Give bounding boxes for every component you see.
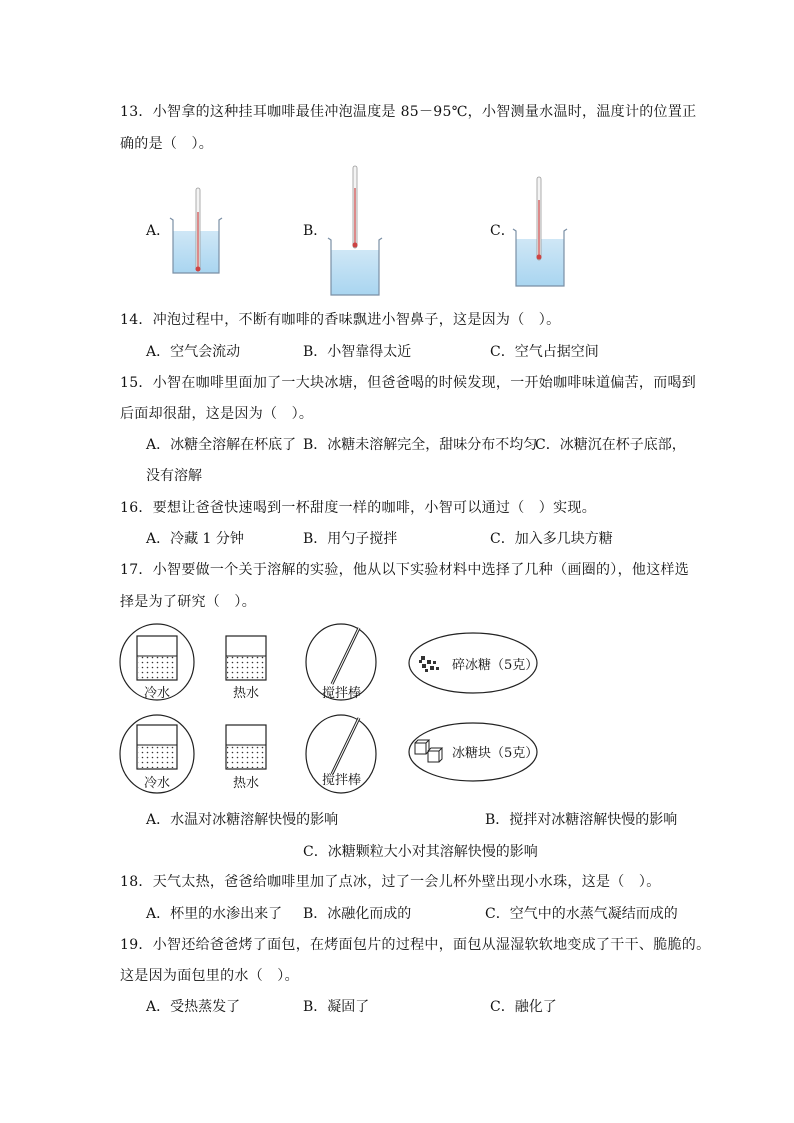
- q18-option-b[interactable]: B．冰融化而成的: [303, 906, 412, 922]
- q17-option-b[interactable]: B．搅拌对冰糖溶解快慢的影响: [485, 812, 678, 828]
- q14-stem: 14．冲泡过程中，不断有咖啡的香味飘进小智鼻子，这是因为（ ）。: [120, 312, 561, 328]
- q15-stem-line2: 后面却很甜，这是因为（ ）。: [120, 406, 314, 422]
- cold-water-circled-1: [120, 624, 194, 701]
- q17-option-c[interactable]: C．冰糖颗粒大小对其溶解快慢的影响: [303, 844, 538, 860]
- hot-water-label-1: 热水: [233, 686, 260, 701]
- cold-water-circled-2: [120, 715, 194, 793]
- q15-option-c-continued: 没有溶解: [146, 468, 202, 484]
- q15-stem-line1: 15．小智在咖啡里面加了一大块冰塘，但爸爸喝的时候发现，一开始咖啡味道偏苦，而喝到: [120, 375, 697, 391]
- q19-option-a[interactable]: A．受热蒸发了: [146, 999, 241, 1015]
- q19-option-c[interactable]: C．融化了: [490, 999, 557, 1015]
- q19-stem-line1: 19．小智还给爸爸烤了面包，在烤面包片的过程中，面包从湿湿软软地变成了干干、脆脆的。: [120, 937, 711, 953]
- q19-option-b[interactable]: B．凝固了: [303, 999, 370, 1015]
- hot-water-2: [226, 725, 266, 791]
- hot-water-1: [226, 636, 266, 701]
- cold-water-label-1: 冷水: [144, 686, 171, 701]
- q18-stem: 18．天气太热，爸爸给咖啡里加了点冰，过了一会儿杯外壁出现小水珠，这是（ ）。: [120, 874, 661, 890]
- q15-option-c[interactable]: C．冰糖沉在杯子底部，: [535, 437, 686, 453]
- q13-option-b[interactable]: B．: [303, 223, 328, 239]
- q13-option-c[interactable]: C．: [490, 223, 515, 239]
- stir-rod-circled-2: [306, 715, 376, 793]
- q16-option-c[interactable]: C．加入多几块方糖: [490, 531, 613, 547]
- q17-option-a[interactable]: A．水温对冰糖溶解快慢的影响: [146, 812, 339, 828]
- q16-stem: 16．要想让爸爸快速喝到一杯甜度一样的咖啡，小智可以通过（ ）实现。: [120, 500, 597, 516]
- beaker-c-figure: [510, 175, 570, 290]
- stir-rod-circled-1: [306, 624, 376, 701]
- q13-stem-line2: 确的是（ ）。: [120, 136, 214, 152]
- beaker-b-figure: [325, 163, 385, 298]
- sugar-block-label: 冰糖块（5克）: [452, 746, 539, 761]
- q14-option-c[interactable]: C．空气占据空间: [490, 344, 599, 360]
- beaker-a-figure: [165, 182, 225, 277]
- cold-water-label-2: 冷水: [144, 776, 171, 791]
- q17-materials-figure: [110, 620, 560, 805]
- q17-stem-line2: 择是为了研究（ ）。: [120, 594, 256, 610]
- q17-stem-line1: 17．小智要做一个关于溶解的实验，他从以下实验材料中选择了几种（画圈的），他这样选: [120, 562, 690, 578]
- q13-option-a[interactable]: A．: [146, 223, 171, 239]
- q13-stem-line1: 13．小智拿的这种挂耳咖啡最佳冲泡温度是 85－95℃，小智测量水温时，温度计的位置正: [120, 104, 697, 120]
- q19-stem-line2: 这是因为面包里的水（ ）。: [120, 968, 299, 984]
- q18-option-c[interactable]: C．空气中的水蒸气凝结而成的: [485, 906, 678, 922]
- hot-water-label-2: 热水: [233, 776, 260, 791]
- q16-option-b[interactable]: B．用勺子搅拌: [303, 531, 398, 547]
- q14-option-a[interactable]: A．空气会流动: [146, 344, 241, 360]
- sugar-block-circled: [409, 723, 538, 781]
- q15-option-a[interactable]: A．冰糖全溶解在杯底了: [146, 437, 297, 453]
- stir-rod-label-1: 搅拌棒: [322, 686, 362, 701]
- q15-option-b[interactable]: B．冰糖未溶解完全，甜味分布不均匀: [303, 437, 538, 453]
- q14-option-b[interactable]: B．小智靠得太近: [303, 344, 412, 360]
- q18-option-a[interactable]: A．杯里的水渗出来了: [146, 906, 283, 922]
- stir-rod-label-2: 搅拌棒: [322, 773, 362, 788]
- crushed-sugar-circled: [409, 633, 538, 693]
- crushed-sugar-label: 碎冰糖（5克）: [452, 658, 539, 673]
- q16-option-a[interactable]: A．冷藏 1 分钟: [146, 531, 244, 547]
